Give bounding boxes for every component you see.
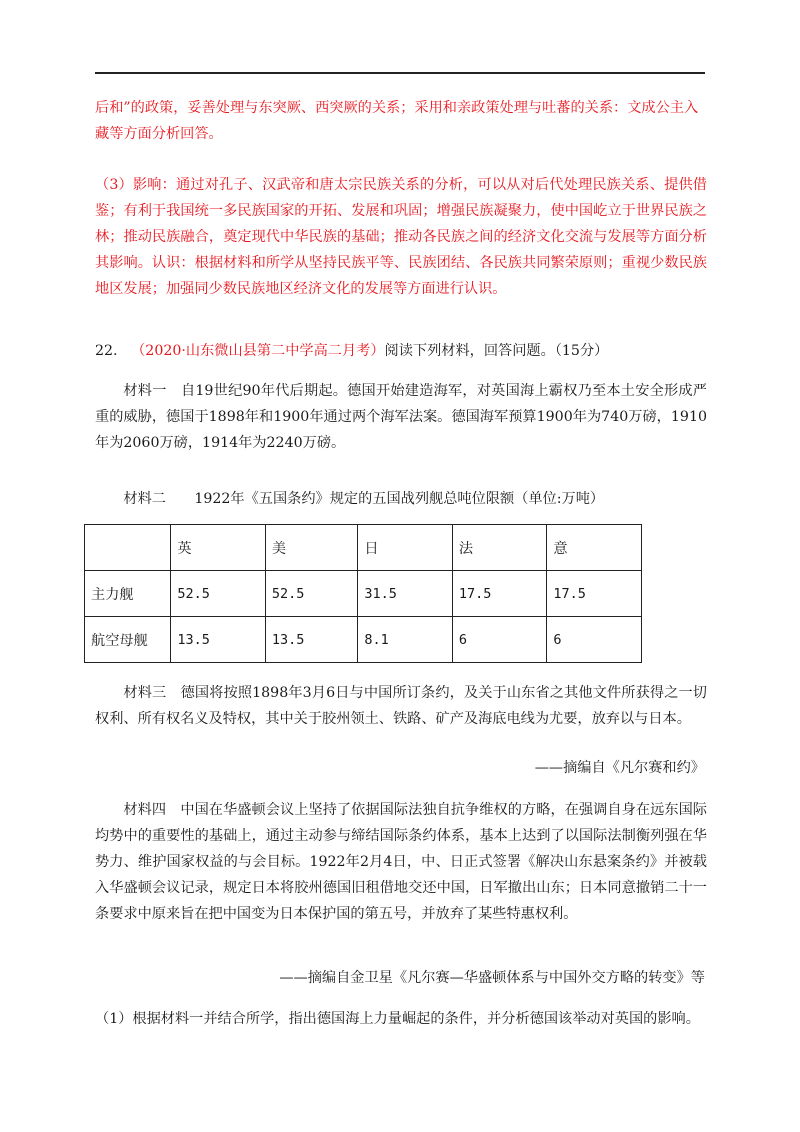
table-cell: 17.5 [452,571,547,617]
answer-paragraph-1 [95,95,707,147]
tonnage-table [84,524,642,663]
table-cell: 17.5 [547,571,642,617]
question-header [95,338,707,364]
table-cell: 美 [265,525,358,571]
material-4-source: ——摘编自金卫星《凡尔赛—华盛顿体系与中国外交方略的转变》等 [279,970,705,986]
sub-question-1: （1）根据材料一并结合所学，指出德国海上力量崛起的条件，并分析德国该举动对英国的影响。 [95,1011,700,1027]
question-prompt: 阅读下列材料，回答问题。（15分） [384,343,609,359]
answer-line-1: 后和”的政策，妥善处理与东突厥、西突厥的关系；采用和亲政策处理与吐蕃的关系：文成公主入 [95,100,699,116]
question-number: 22. [95,343,118,359]
table-row [85,571,642,617]
material-4: 材料四 中国在华盛顿会议上坚持了依据国际法独自抗争维权的方略，在强调自身在远东国际均势中的重要性的基础上，通过主动参与缔结国际条约体系，基本上达到了以国际法制衡列强在华势力、维护国家权益的与会目标。1922年2月4日，中、日正式签署《解决山东悬案条约》并被载入华盛顿会议记录，规定日本将胶州德国旧租借地交还中国，日军撤出山东；日本同意撤销二十一条要求中原来旨在把中国变为日本保护国的第五号，并放弃了某些特惠权利。 [95,802,707,922]
table-cell: 主力舰 [85,571,171,617]
table-cell: 8.1 [358,617,453,663]
table-cell [85,525,171,571]
table-cell: 6 [452,617,547,663]
table-cell: 52.5 [171,571,266,617]
header-rule [95,72,705,74]
material-3: 材料三 德国将按照1898年3月6日与中国所订条约，及关于山东省之其他文件所获得之一切权利、所有权名义及特权，其中关于胶州领土、铁路、矿产及海底电线为尤要，放弃以与日本。 [95,685,707,727]
table-cell: 英 [171,525,266,571]
material-3-source: ——摘编自《凡尔赛和约》 [534,760,705,776]
table-cell: 13.5 [265,617,358,663]
table-cell: 意 [547,525,642,571]
material-2-title: 材料二 1922年《五国条约》规定的五国战列舰总吨位限额（单位:万吨） [123,491,605,507]
answer-line-2: 藏等方面分析回答。 [95,126,223,142]
table-cell: 52.5 [265,571,358,617]
material-1: 材料一 自19世纪90年代后期起。德国开始建造海军，对英国海上霸权乃至本土安全形成严重的威胁，德国于1898年和1900年通过两个海军法案。德国海军预算1900年为740万磅，1910年为2060万磅，1914年为2240万磅。 [95,383,707,451]
table-header-row [85,525,642,571]
table-cell: 日 [358,525,453,571]
table-cell: 6 [547,617,642,663]
table-row [85,617,642,663]
table-cell: 31.5 [358,571,453,617]
table-cell: 航空母舰 [85,617,171,663]
question-source: （2020·山东微山县第二中学高二月考） [131,343,385,359]
table-cell: 13.5 [171,617,266,663]
table-cell: 法 [452,525,547,571]
answer-paragraph-2: （3）影响：通过对孔子、汉武帝和唐太宗民族关系的分析，可以从对后代处理民族关系、提供借鉴；有利于我国统一多民族国家的开拓、发展和巩固；增强民族凝聚力，使中国屹立于世界民族之林；推动民族融合，奠定现代中华民族的基础；推动各民族之间的经济文化交流与发展等方面分析其影响。认识：根据材料和所学从坚持民族平等、民族团结、各民族共同繁荣原则；重视少数民族地区发展；加强同少数民族地区经济文化的发展等方面进行认识。 [95,177,707,297]
